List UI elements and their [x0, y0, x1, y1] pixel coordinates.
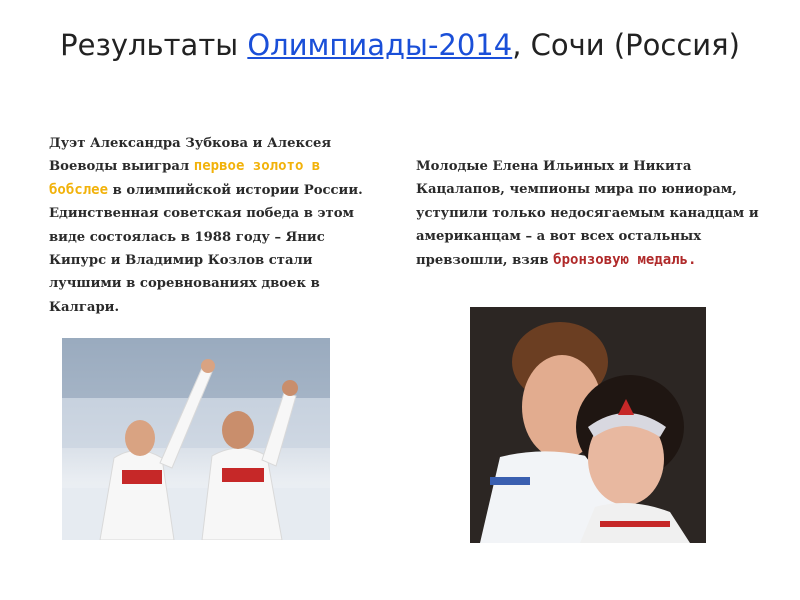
bobsleigh-duo-photo — [62, 338, 330, 540]
bronze-medal-highlight: бронзовую медаль. — [553, 251, 697, 268]
olympics-link[interactable]: Олимпиады-2014 — [247, 28, 513, 62]
first-gold-highlight: первое золото в бобслее — [49, 158, 321, 198]
bobsleigh-text-part1: Дуэт Александра Зубкова и Алексея Воеводы выиграл — [49, 136, 332, 175]
ice-dance-pair-photo — [470, 307, 706, 543]
bobsleigh-text-part2: в олимпийской истории России. Единственная советская победа в этом виде состоялась в 1988 году – Янис Кипурс и Владимир Козлов стали лучшими в соревнованиях двоек в Калгари. — [49, 182, 363, 315]
ice-dance-illustration — [470, 307, 706, 543]
page-title — [0, 28, 800, 62]
bobsleigh-paragraph — [49, 132, 384, 319]
ice-dance-paragraph — [416, 155, 761, 272]
title-suffix: , Сочи (Россия) — [512, 28, 740, 62]
ice-dance-text-part1: Молодые Елена Ильиных и Никита Кацалапов, чемпионы мира по юниорам, уступили только недосягаемым канадцам и американцам – а вот всех остальных превзошли, взяв — [416, 159, 759, 268]
bobsleigh-duo-illustration — [62, 338, 330, 540]
title-prefix: Результаты — [60, 28, 248, 62]
